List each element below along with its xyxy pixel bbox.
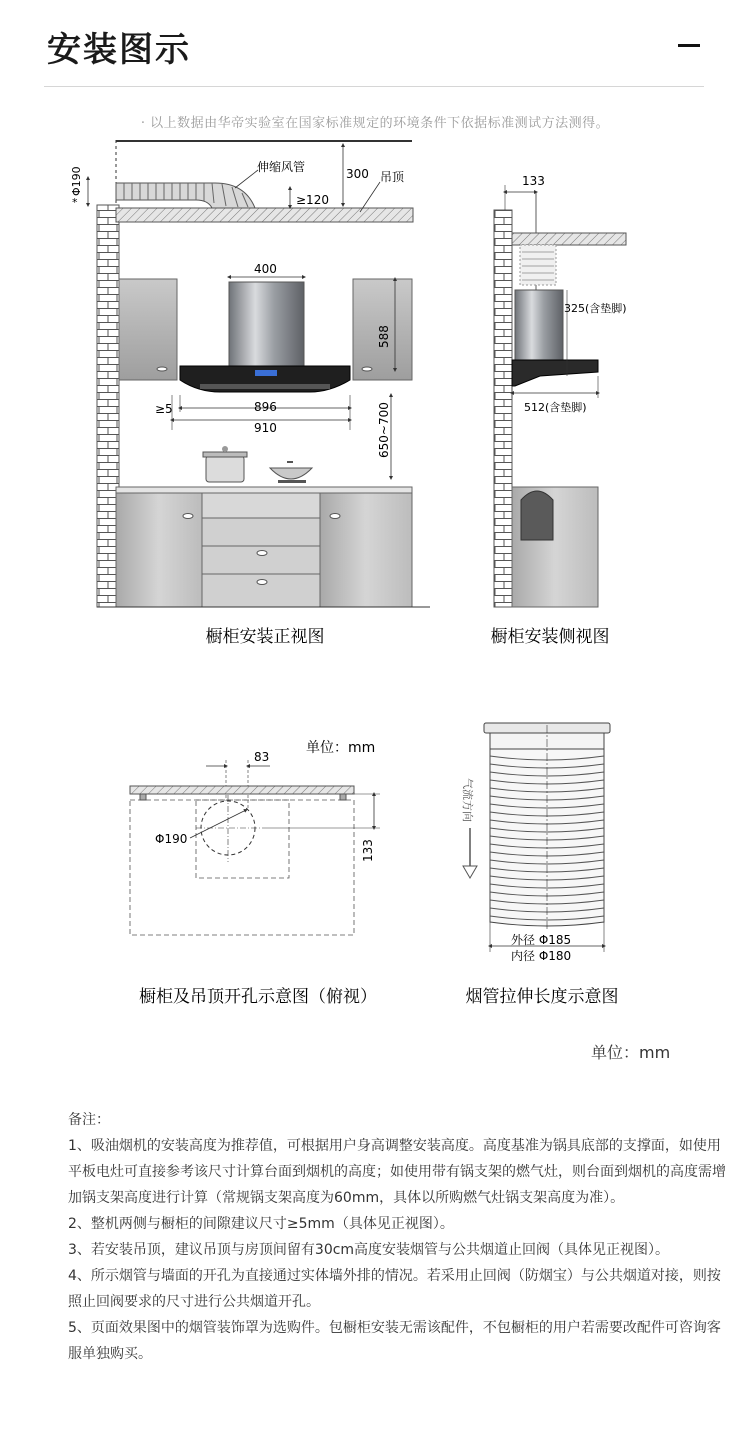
note-item: 3、若安装吊顶，建议吊顶与房顶间留有30cm高度安装烟管与公共烟道止回阀（具体见正视图）。 <box>68 1242 670 1258</box>
roof-line <box>116 140 412 142</box>
suspended-ceiling <box>116 208 413 222</box>
dim-896: 896 <box>254 400 277 414</box>
airflow-label: 气流方向 <box>461 778 474 822</box>
side-dim-512: 512(含垫脚) <box>524 401 587 414</box>
dim-phi190: Φ190 <box>70 166 83 196</box>
upper-cabinet-left <box>119 279 177 380</box>
duct-view-caption: 烟管拉伸长度示意图 <box>465 987 619 1007</box>
note-item: 4、所示烟管与墙面的开孔为直接通过实体墙外排的情况。若采用止回阀（防烟宝）与公共烟道对接，则按照止回阀要求的尺寸进行公共烟道开孔。 <box>68 1268 721 1310</box>
dim-400: 400 <box>254 262 277 276</box>
dim-ge5: ≥5 <box>155 402 173 416</box>
dim-588: 588 <box>377 325 391 348</box>
top-dim-83: 83 <box>254 750 270 764</box>
note-item: 1、吸油烟机的安装高度为推荐值，可根据用户身高调整安装高度。高度基准为锅具底部的支撑面，如使用平板电灶可直接参考该尺寸计算台面到烟机的高度；如使用带有锅支架的燃气灶，则台面到烟机的高度需增加锅支架高度进行计算（常规锅支架高度为60mm，具体以所购燃气灶锅支架高度为准）。 <box>68 1138 726 1206</box>
side-dim-325: 325(含垫脚) <box>564 302 627 315</box>
top-dim-133: 133 <box>361 839 375 862</box>
note-item: 5、页面效果图中的烟管装饰罩为选购件。包橱柜安装无需该配件，不包橱柜的用户若需要改配件可咨询客服单独购买。 <box>68 1320 721 1362</box>
notes-section <box>68 1107 728 1367</box>
dim-300: 300 <box>346 167 369 181</box>
cookware <box>203 446 312 483</box>
lower-cabinet-left <box>116 493 202 607</box>
duct-view <box>461 723 619 1007</box>
page-title: 安装图示 <box>47 30 191 70</box>
countertop <box>116 487 412 493</box>
hood-chimney <box>229 282 304 370</box>
side-view <box>491 174 627 647</box>
side-dim-133: 133 <box>522 174 545 188</box>
dim-ge120: ≥120 <box>296 193 329 207</box>
side-hood-body <box>512 360 598 386</box>
duct-outer-diameter: 外径 Φ185 <box>511 933 572 947</box>
unit-label: 单位：mm <box>591 1043 671 1062</box>
top-wall <box>130 786 354 794</box>
top-view-caption: 橱柜及吊顶开孔示意图（俯视） <box>139 987 377 1007</box>
top-view-unit: 单位：mm <box>306 740 376 756</box>
airflow-arrow-icon <box>463 866 477 878</box>
dim-650-700: 650~700 <box>377 402 391 458</box>
disclaimer-text: · 以上数据由华帝实验室在国家标准规定的环境条件下依据标准测试方法测得。 <box>140 116 610 131</box>
side-view-caption: 橱柜安装侧视图 <box>490 627 610 647</box>
side-hood-chimney <box>515 290 563 360</box>
front-view-caption: 橱柜安装正视图 <box>205 627 325 647</box>
duct-inner-diameter: 内径 Φ180 <box>511 949 572 963</box>
ceiling-label: 吊顶 <box>380 170 405 184</box>
side-brick-wall <box>494 210 512 607</box>
top-dim-phi190: Φ190 <box>155 832 188 846</box>
asterisk: * <box>72 196 78 209</box>
duct-label: 伸缩风管 <box>257 160 306 174</box>
notes-heading: 备注： <box>68 1112 110 1128</box>
note-item: 2、整机两侧与橱柜的间隙建议尺寸≥5mm（具体见正视图）。 <box>68 1216 454 1232</box>
top-view <box>130 740 380 1007</box>
front-view <box>70 140 430 647</box>
flex-duct <box>116 183 255 208</box>
lower-cabinet-right <box>320 493 412 607</box>
side-ceiling <box>512 233 626 245</box>
dim-910: 910 <box>254 421 277 435</box>
